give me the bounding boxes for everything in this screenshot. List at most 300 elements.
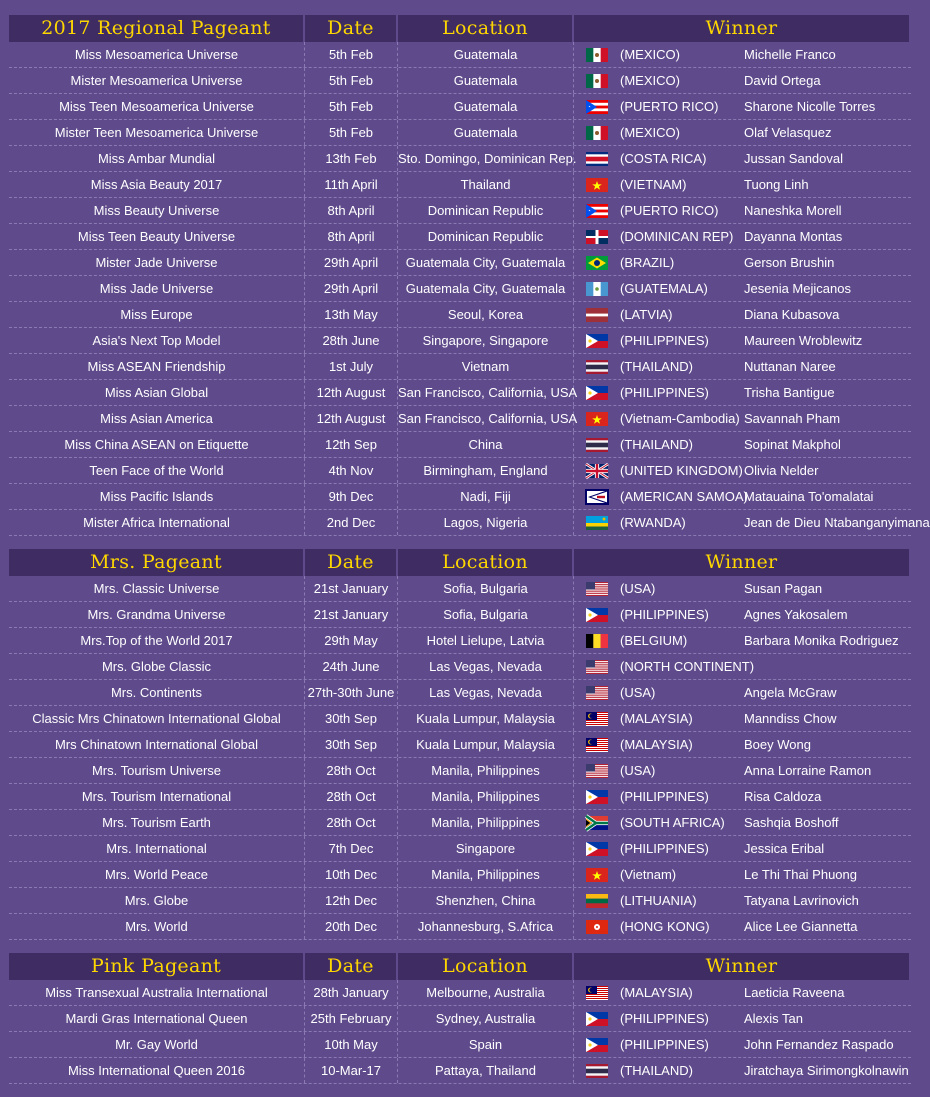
winner-cell bbox=[574, 758, 911, 783]
winner-cell bbox=[574, 432, 911, 457]
winner-name: Savannah Pham bbox=[744, 411, 841, 426]
header-winner: Winner bbox=[574, 549, 911, 576]
winner-cell bbox=[574, 484, 911, 509]
table-row bbox=[9, 980, 911, 1006]
guatemala-flag-icon bbox=[586, 282, 608, 296]
pageant-name: Miss Ambar Mundial bbox=[9, 146, 305, 171]
header-location: Location bbox=[398, 549, 574, 576]
pageant-date: 29th May bbox=[305, 628, 398, 653]
philippines-flag-icon bbox=[586, 386, 608, 400]
pageant-name: Miss Mesoamerica Universe bbox=[9, 42, 305, 67]
thailand-flag-icon bbox=[586, 438, 608, 452]
winner-name: Sopinat Makphol bbox=[744, 437, 841, 452]
table-row bbox=[9, 276, 911, 302]
belgium-flag-icon bbox=[586, 634, 608, 648]
pageant-name: Mr. Gay World bbox=[9, 1032, 305, 1057]
header-pageant-title: Mrs. Pageant bbox=[9, 549, 305, 576]
winner-country: (VIETNAM) bbox=[620, 177, 687, 192]
pageant-name: Mrs. Tourism Universe bbox=[9, 758, 305, 783]
winner-name: Jussan Sandoval bbox=[744, 151, 844, 166]
pageant-date: 12th Dec bbox=[305, 888, 398, 913]
table-row bbox=[9, 784, 911, 810]
pageant-location: Dominican Republic bbox=[398, 198, 574, 223]
pageant-location: China bbox=[398, 432, 574, 457]
pageant-location: Sofia, Bulgaria bbox=[398, 602, 574, 627]
table-row bbox=[9, 628, 911, 654]
table-row bbox=[9, 888, 911, 914]
pageant-date: 24th June bbox=[305, 654, 398, 679]
winner-country: (LATVIA) bbox=[620, 307, 673, 322]
winner-name: Jean de Dieu Ntabanganyimana bbox=[744, 515, 930, 530]
winner-name: Naneshka Morell bbox=[744, 203, 842, 218]
table-row bbox=[9, 706, 911, 732]
pageant-date: 7th Dec bbox=[305, 836, 398, 861]
table-header bbox=[9, 953, 911, 980]
pageant-name: Mrs. International bbox=[9, 836, 305, 861]
winner-name: John Fernandez Raspado bbox=[744, 1037, 894, 1052]
mexico-flag-icon bbox=[586, 48, 608, 62]
winner-cell bbox=[574, 42, 911, 67]
pageant-date: 30th Sep bbox=[305, 732, 398, 757]
thailand-flag-icon bbox=[586, 360, 608, 374]
lithuania-flag-icon bbox=[586, 894, 608, 908]
winner-name: Gerson Brushin bbox=[744, 255, 835, 270]
pageant-date: 5th Feb bbox=[305, 42, 398, 67]
pageant-location: Las Vegas, Nevada bbox=[398, 654, 574, 679]
pageant-location: Shenzhen, China bbox=[398, 888, 574, 913]
pageant-date: 28th January bbox=[305, 980, 398, 1005]
table-row bbox=[9, 484, 911, 510]
usa-flag-icon bbox=[586, 686, 608, 700]
pageant-name: Asia's Next Top Model bbox=[9, 328, 305, 353]
table-row bbox=[9, 1006, 911, 1032]
pageant-location: Guatemala bbox=[398, 94, 574, 119]
pageant-location: Dominican Republic bbox=[398, 224, 574, 249]
pageant-date: 28th Oct bbox=[305, 784, 398, 809]
pageant-date: 10th May bbox=[305, 1032, 398, 1057]
vietnam-flag-icon bbox=[586, 868, 608, 882]
latvia-flag-icon bbox=[586, 308, 608, 322]
winner-country: (MEXICO) bbox=[620, 47, 680, 62]
winner-country: (UNITED KINGDOM) bbox=[620, 463, 743, 478]
winner-name: Manndiss Chow bbox=[744, 711, 837, 726]
table-row bbox=[9, 120, 911, 146]
pageant-name: Miss Asia Beauty 2017 bbox=[9, 172, 305, 197]
pageant-date: 1st July bbox=[305, 354, 398, 379]
pageant-name: Teen Face of the World bbox=[9, 458, 305, 483]
table-row bbox=[9, 68, 911, 94]
winner-cell bbox=[574, 224, 911, 249]
winner-cell bbox=[574, 602, 911, 627]
winner-country: (MALAYSIA) bbox=[620, 737, 693, 752]
winner-country: (USA) bbox=[620, 763, 656, 778]
winner-name: Jesenia Mejicanos bbox=[744, 281, 851, 296]
philippines-flag-icon bbox=[586, 1012, 608, 1026]
usa-flag-icon bbox=[586, 582, 608, 596]
pageant-location: Sydney, Australia bbox=[398, 1006, 574, 1031]
pageant-name: Miss ASEAN Friendship bbox=[9, 354, 305, 379]
pageant-name: Mrs. Classic Universe bbox=[9, 576, 305, 601]
winner-cell bbox=[574, 784, 911, 809]
pageant-name: Mrs Chinatown International Global bbox=[9, 732, 305, 757]
pageant-name: Miss International Queen 2016 bbox=[9, 1058, 305, 1083]
table-row bbox=[9, 198, 911, 224]
pink-pageant-table bbox=[9, 953, 911, 1084]
pageant-name: Mister Jade Universe bbox=[9, 250, 305, 275]
costa-rica-flag-icon bbox=[586, 152, 608, 166]
table-row bbox=[9, 328, 911, 354]
header-winner: Winner bbox=[574, 953, 911, 980]
pageant-date: 2nd Dec bbox=[305, 510, 398, 535]
winner-country: (PUERTO RICO) bbox=[620, 203, 719, 218]
pageant-date: 28th Oct bbox=[305, 758, 398, 783]
pageant-name: Mrs. Tourism International bbox=[9, 784, 305, 809]
pageant-location: Birmingham, England bbox=[398, 458, 574, 483]
winner-cell bbox=[574, 250, 911, 275]
winner-cell bbox=[574, 888, 911, 913]
winner-cell bbox=[574, 276, 911, 301]
winner-country: (THAILAND) bbox=[620, 1063, 693, 1078]
winner-country: (COSTA RICA) bbox=[620, 151, 707, 166]
table-row bbox=[9, 302, 911, 328]
header-location: Location bbox=[398, 15, 574, 42]
winner-cell bbox=[574, 458, 911, 483]
pageant-name: Miss Teen Mesoamerica Universe bbox=[9, 94, 305, 119]
winner-country: (MALAYSIA) bbox=[620, 711, 693, 726]
winner-cell bbox=[574, 706, 911, 731]
pageant-location: Thailand bbox=[398, 172, 574, 197]
pageant-date: 5th Feb bbox=[305, 68, 398, 93]
table-row bbox=[9, 576, 911, 602]
pageant-name: Mister Mesoamerica Universe bbox=[9, 68, 305, 93]
winner-country: (DOMINICAN REP) bbox=[620, 229, 734, 244]
table-row bbox=[9, 172, 911, 198]
table-row bbox=[9, 914, 911, 940]
winner-name: Nuttanan Naree bbox=[744, 359, 836, 374]
pageant-location: Sto. Domingo, Dominican Rep. bbox=[398, 146, 574, 171]
table-row bbox=[9, 250, 911, 276]
pageant-location: Manila, Philippines bbox=[398, 810, 574, 835]
winner-name: Anna Lorraine Ramon bbox=[744, 763, 872, 778]
table-row bbox=[9, 732, 911, 758]
pageant-name: Mrs. World Peace bbox=[9, 862, 305, 887]
mexico-flag-icon bbox=[586, 74, 608, 88]
brazil-flag-icon bbox=[586, 256, 608, 270]
winner-country: (Vietnam) bbox=[620, 867, 677, 882]
table-row bbox=[9, 1058, 911, 1084]
winner-cell bbox=[574, 576, 911, 601]
pageant-name: Miss Asian Global bbox=[9, 380, 305, 405]
pageant-location: Sofia, Bulgaria bbox=[398, 576, 574, 601]
header-date: Date bbox=[305, 549, 398, 576]
table-row bbox=[9, 680, 911, 706]
pageant-name: Mrs. Continents bbox=[9, 680, 305, 705]
pageant-name: Mrs. Globe bbox=[9, 888, 305, 913]
thailand-flag-icon bbox=[586, 1064, 608, 1078]
pageant-location: Singapore bbox=[398, 836, 574, 861]
philippines-flag-icon bbox=[586, 334, 608, 348]
pageant-location: Spain bbox=[398, 1032, 574, 1057]
pageant-date: 13th Feb bbox=[305, 146, 398, 171]
header-date: Date bbox=[305, 953, 398, 980]
pageant-location: Singapore, Singapore bbox=[398, 328, 574, 353]
pageant-name: Mrs. Grandma Universe bbox=[9, 602, 305, 627]
winner-country: (Vietnam-Cambodia) bbox=[620, 411, 740, 426]
winner-country: (PHILIPPINES) bbox=[620, 333, 709, 348]
american-samoa-flag-icon bbox=[586, 490, 608, 504]
winner-country: (PHILIPPINES) bbox=[620, 841, 709, 856]
winner-name: Laeticia Raveena bbox=[744, 985, 845, 1000]
pageant-date: 12th August bbox=[305, 406, 398, 431]
winner-name: Agnes Yakosalem bbox=[744, 607, 848, 622]
pageant-location: Vietnam bbox=[398, 354, 574, 379]
winner-country: (RWANDA) bbox=[620, 515, 686, 530]
winner-name: Alice Lee Giannetta bbox=[744, 919, 858, 934]
pageant-name: Mrs.Top of the World 2017 bbox=[9, 628, 305, 653]
united-kingdom-flag-icon bbox=[586, 464, 608, 478]
winner-cell bbox=[574, 836, 911, 861]
table-row bbox=[9, 224, 911, 250]
pageant-location: Manila, Philippines bbox=[398, 862, 574, 887]
winner-name: Diana Kubasova bbox=[744, 307, 840, 322]
pageant-name: Mrs. World bbox=[9, 914, 305, 939]
header-date: Date bbox=[305, 15, 398, 42]
dominican-republic-flag-icon bbox=[586, 230, 608, 244]
philippines-flag-icon bbox=[586, 842, 608, 856]
pageant-location: Melbourne, Australia bbox=[398, 980, 574, 1005]
regional-pageant-table bbox=[9, 15, 930, 536]
pageant-name: Miss Transexual Australia International bbox=[9, 980, 305, 1005]
table-row bbox=[9, 380, 911, 406]
winner-cell bbox=[574, 198, 911, 223]
winner-cell bbox=[574, 1058, 911, 1083]
pageant-date: 28th June bbox=[305, 328, 398, 353]
winner-country: (LITHUANIA) bbox=[620, 893, 697, 908]
winner-name: Angela McGraw bbox=[744, 685, 837, 700]
pageant-location: Kuala Lumpur, Malaysia bbox=[398, 706, 574, 731]
winner-name: Jessica Eribal bbox=[744, 841, 825, 856]
winner-name: Olaf Velasquez bbox=[744, 125, 832, 140]
pageant-date: 30th Sep bbox=[305, 706, 398, 731]
pageant-location: Seoul, Korea bbox=[398, 302, 574, 327]
pageant-location: Johannesburg, S.Africa bbox=[398, 914, 574, 939]
winner-country: (BELGIUM) bbox=[620, 633, 688, 648]
pageant-location: Guatemala bbox=[398, 42, 574, 67]
winner-country: (BRAZIL) bbox=[620, 255, 675, 270]
winner-country: (GUATEMALA) bbox=[620, 281, 708, 296]
winner-name: Boey Wong bbox=[744, 737, 811, 752]
pageant-date: 8th April bbox=[305, 224, 398, 249]
winner-cell bbox=[574, 862, 911, 887]
winner-country: (PHILIPPINES) bbox=[620, 1011, 709, 1026]
pageant-date: 12th Sep bbox=[305, 432, 398, 457]
rwanda-flag-icon bbox=[586, 516, 608, 530]
pageant-name: Miss Beauty Universe bbox=[9, 198, 305, 223]
winner-cell bbox=[574, 354, 911, 379]
winner-country: (NORTH CONTINENT) bbox=[620, 659, 755, 674]
winner-country: (USA) bbox=[620, 581, 656, 596]
winner-country: (AMERICAN SAMOA) bbox=[620, 489, 748, 504]
pageant-date: 28th Oct bbox=[305, 810, 398, 835]
table-row bbox=[9, 810, 911, 836]
winner-cell bbox=[574, 1006, 911, 1031]
philippines-flag-icon bbox=[586, 1038, 608, 1052]
pageant-name: Miss Europe bbox=[9, 302, 305, 327]
winner-country: (MEXICO) bbox=[620, 125, 680, 140]
malaysia-flag-icon bbox=[586, 986, 608, 1000]
winner-name: Maureen Wroblewitz bbox=[744, 333, 863, 348]
table-row bbox=[9, 146, 911, 172]
table-row bbox=[9, 1032, 911, 1058]
table-row bbox=[9, 432, 911, 458]
south-africa-flag-icon bbox=[586, 816, 608, 830]
pageant-date: 29th April bbox=[305, 250, 398, 275]
pageant-date: 12th August bbox=[305, 380, 398, 405]
mexico-flag-icon bbox=[586, 126, 608, 140]
pageant-date: 21st January bbox=[305, 602, 398, 627]
winner-country: (PHILIPPINES) bbox=[620, 1037, 709, 1052]
philippines-flag-icon bbox=[586, 790, 608, 804]
header-location: Location bbox=[398, 953, 574, 980]
pageant-date: 8th April bbox=[305, 198, 398, 223]
winner-name: Alexis Tan bbox=[744, 1011, 804, 1026]
usa-flag-icon bbox=[586, 764, 608, 778]
pageant-name: Miss China ASEAN on Etiquette bbox=[9, 432, 305, 457]
winner-country: (MEXICO) bbox=[620, 73, 680, 88]
pageant-location: Nadi, Fiji bbox=[398, 484, 574, 509]
winner-cell bbox=[574, 94, 911, 119]
table-row bbox=[9, 510, 930, 536]
winner-cell bbox=[574, 1032, 911, 1057]
winner-country: (USA) bbox=[620, 685, 656, 700]
pageant-date: 5th Feb bbox=[305, 94, 398, 119]
pageant-date: 25th February bbox=[305, 1006, 398, 1031]
winner-name: Le Thi Thai Phuong bbox=[744, 867, 857, 882]
winner-name: Susan Pagan bbox=[744, 581, 823, 596]
winner-country: (SOUTH AFRICA) bbox=[620, 815, 725, 830]
winner-country: (MALAYSIA) bbox=[620, 985, 693, 1000]
philippines-flag-icon bbox=[586, 608, 608, 622]
winner-name: Matauaina To'omalatai bbox=[744, 489, 874, 504]
winner-cell bbox=[574, 510, 930, 535]
table-row bbox=[9, 862, 911, 888]
winner-name: Sharone Nicolle Torres bbox=[744, 99, 876, 114]
winner-name: Jiratchaya Sirimongkolnawin bbox=[744, 1063, 909, 1078]
pageant-name: Mrs. Globe Classic bbox=[9, 654, 305, 679]
winner-cell bbox=[574, 120, 911, 145]
pageant-date: 20th Dec bbox=[305, 914, 398, 939]
winner-name: Tatyana Lavrinovich bbox=[744, 893, 859, 908]
pageant-date: 13th May bbox=[305, 302, 398, 327]
pageant-name: Mister Africa International bbox=[9, 510, 305, 535]
winner-cell bbox=[574, 380, 911, 405]
pageant-date: 10-Mar-17 bbox=[305, 1058, 398, 1083]
winner-cell bbox=[574, 654, 911, 679]
winner-country: (THAILAND) bbox=[620, 359, 693, 374]
pageant-name: Mrs. Tourism Earth bbox=[9, 810, 305, 835]
pageant-name: Mister Teen Mesoamerica Universe bbox=[9, 120, 305, 145]
pageant-date: 11th April bbox=[305, 172, 398, 197]
winner-cell bbox=[574, 732, 911, 757]
winner-name: Michelle Franco bbox=[744, 47, 836, 62]
table-header bbox=[9, 549, 911, 576]
pageant-date: 5th Feb bbox=[305, 120, 398, 145]
table-row bbox=[9, 406, 911, 432]
pageant-location: Lagos, Nigeria bbox=[398, 510, 574, 535]
winner-name: Olivia Nelder bbox=[744, 463, 819, 478]
pageant-location: Manila, Philippines bbox=[398, 784, 574, 809]
pageant-location: Pattaya, Thailand bbox=[398, 1058, 574, 1083]
winner-country: (PUERTO RICO) bbox=[620, 99, 719, 114]
winner-cell bbox=[574, 328, 911, 353]
winner-name: Barbara Monika Rodriguez bbox=[744, 633, 899, 648]
usa-flag-icon bbox=[586, 660, 608, 674]
winner-name: Risa Caldoza bbox=[744, 789, 822, 804]
malaysia-flag-icon bbox=[586, 712, 608, 726]
winner-cell bbox=[574, 980, 911, 1005]
pageant-location: Hotel Lielupe, Latvia bbox=[398, 628, 574, 653]
pageant-location: San Francisco, California, USA bbox=[398, 406, 574, 431]
pageant-date: 9th Dec bbox=[305, 484, 398, 509]
pageant-name: Miss Teen Beauty Universe bbox=[9, 224, 305, 249]
table-row bbox=[9, 602, 911, 628]
pageant-date: 4th Nov bbox=[305, 458, 398, 483]
header-winner: Winner bbox=[574, 15, 911, 42]
winner-country: (HONG KONG) bbox=[620, 919, 710, 934]
table-row bbox=[9, 94, 911, 120]
table-row bbox=[9, 836, 911, 862]
winner-cell bbox=[574, 628, 911, 653]
winner-name: Dayanna Montas bbox=[744, 229, 843, 244]
winner-country: (PHILIPPINES) bbox=[620, 385, 709, 400]
pageant-location: Guatemala City, Guatemala bbox=[398, 250, 574, 275]
winner-country: (PHILIPPINES) bbox=[620, 789, 709, 804]
malaysia-flag-icon bbox=[586, 738, 608, 752]
winner-cell bbox=[574, 680, 911, 705]
pageant-location: Kuala Lumpur, Malaysia bbox=[398, 732, 574, 757]
pageant-name: Classic Mrs Chinatown International Global bbox=[9, 706, 305, 731]
pageant-location: Guatemala bbox=[398, 68, 574, 93]
header-pageant-title: Pink Pageant bbox=[9, 953, 305, 980]
pageant-name: Miss Pacific Islands bbox=[9, 484, 305, 509]
puerto-rico-flag-icon bbox=[586, 204, 608, 218]
winner-name: Sashqia Boshoff bbox=[744, 815, 839, 830]
table-row bbox=[9, 458, 911, 484]
pageant-date: 29th April bbox=[305, 276, 398, 301]
winner-name: David Ortega bbox=[744, 73, 821, 88]
winner-cell bbox=[574, 68, 911, 93]
winner-name: Tuong Linh bbox=[744, 177, 809, 192]
pageant-date: 27th-30th June bbox=[305, 680, 398, 705]
table-header bbox=[9, 15, 911, 42]
pageant-name: Miss Jade Universe bbox=[9, 276, 305, 301]
pageant-location: Guatemala City, Guatemala bbox=[398, 276, 574, 301]
mrs-pageant-table bbox=[9, 549, 911, 940]
table-row bbox=[9, 654, 911, 680]
vietnam-flag-icon bbox=[586, 178, 608, 192]
winner-cell bbox=[574, 810, 911, 835]
winner-cell bbox=[574, 302, 911, 327]
table-row bbox=[9, 758, 911, 784]
winner-country: (THAILAND) bbox=[620, 437, 693, 452]
pageant-location: Guatemala bbox=[398, 120, 574, 145]
winner-cell bbox=[574, 146, 911, 171]
header-pageant-title: 2017 Regional Pageant bbox=[9, 15, 305, 42]
winner-cell bbox=[574, 914, 911, 939]
pageant-location: San Francisco, California, USA bbox=[398, 380, 574, 405]
vietnam-flag-icon bbox=[586, 412, 608, 426]
winner-country: (PHILIPPINES) bbox=[620, 607, 709, 622]
